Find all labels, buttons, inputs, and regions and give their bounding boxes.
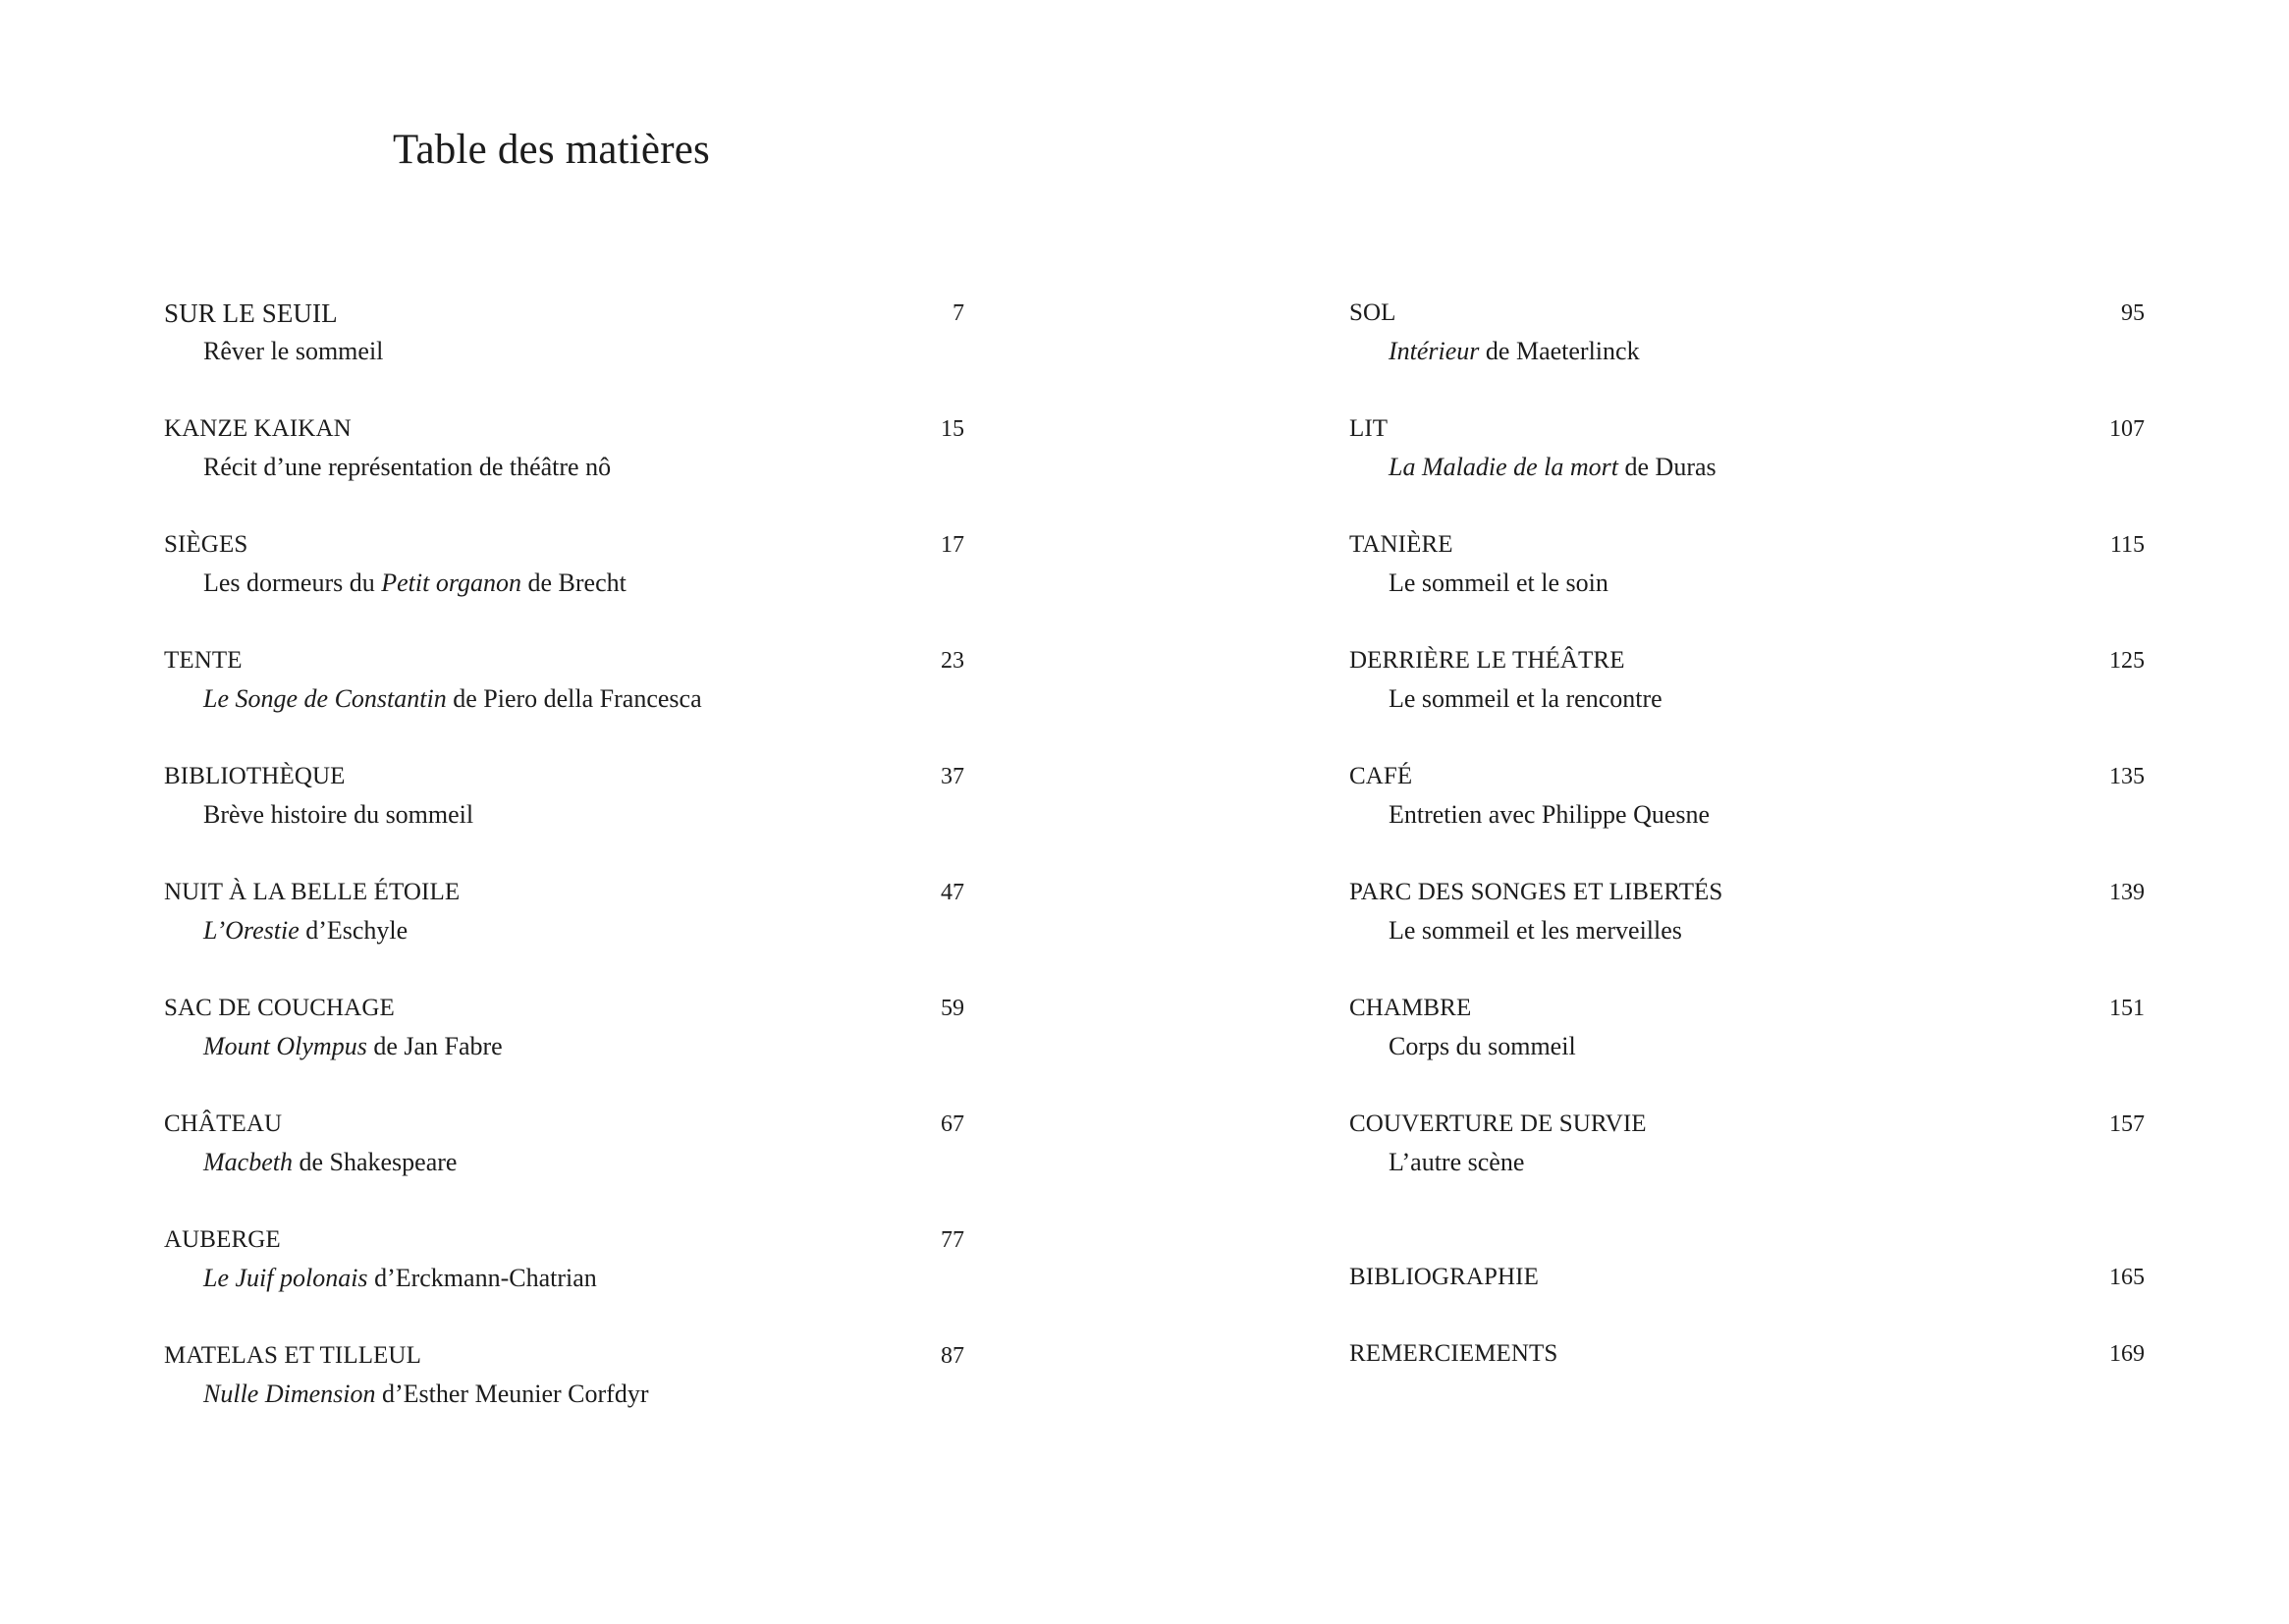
toc-entry — [164, 990, 964, 1106]
toc-entry — [164, 758, 964, 874]
work-title: Macbeth — [203, 1148, 293, 1176]
chapter-title: BIBLIOTHÈQUE — [164, 763, 346, 789]
toc-left-column — [164, 295, 964, 1453]
toc-right-column — [1349, 295, 2145, 1412]
chapter-title: LIT — [1349, 415, 1389, 442]
chapter-title: SUR LE SEUIL — [164, 298, 338, 328]
chapter-subtitle — [203, 448, 964, 487]
toc-entry — [1349, 990, 2145, 1106]
work-title: L’Orestie — [203, 916, 300, 945]
chapter-title: PARC DES SONGES ET LIBERTÉS — [1349, 879, 1723, 905]
toc-entry-header — [164, 1106, 964, 1143]
chapter-subtitle — [1389, 448, 2145, 487]
subtitle-text: Rêver le sommeil — [203, 337, 384, 365]
subtitle-text: Le sommeil et les merveilles — [1389, 916, 1682, 945]
page-number: 47 — [941, 880, 964, 905]
toc-entry — [164, 526, 964, 642]
page-number: 67 — [941, 1111, 964, 1137]
toc-entry-header — [1349, 526, 2145, 564]
chapter-subtitle — [203, 1375, 964, 1414]
toc-entry — [1349, 642, 2145, 758]
subtitle-text: L’autre scène — [1389, 1148, 1525, 1176]
toc-entry — [1349, 758, 2145, 874]
chapter-title: CHÂTEAU — [164, 1110, 283, 1137]
chapter-subtitle — [203, 911, 964, 950]
toc-entry-header — [1349, 1259, 2145, 1296]
toc-entry — [164, 874, 964, 990]
toc-entry-header — [1349, 410, 2145, 448]
chapter-subtitle — [203, 1143, 964, 1182]
page-number: 17 — [941, 532, 964, 558]
subtitle-text: Corps du sommeil — [1389, 1032, 1576, 1060]
subtitle-text: de Jan Fabre — [366, 1032, 503, 1060]
chapter-title: KANZE KAIKAN — [164, 415, 352, 442]
chapter-subtitle — [1389, 1143, 2145, 1182]
chapter-title: TENTE — [164, 647, 243, 674]
page-number: 23 — [941, 648, 964, 674]
chapter-subtitle — [203, 1027, 964, 1066]
work-title: Intérieur — [1389, 337, 1480, 365]
chapter-subtitle — [203, 332, 964, 371]
subtitle-text: de Piero della Francesca — [446, 684, 702, 713]
chapter-title: TANIÈRE — [1349, 531, 1453, 558]
toc-right-entries — [1349, 295, 2145, 1221]
chapter-title: MATELAS ET TILLEUL — [164, 1342, 421, 1369]
page-title: Table des matières — [393, 127, 710, 173]
chapter-title: DERRIÈRE LE THÉÂTRE — [1349, 647, 1625, 674]
work-title: Nulle Dimension — [203, 1380, 376, 1408]
page-number: 169 — [2109, 1341, 2145, 1367]
toc-entry-header — [164, 1337, 964, 1375]
chapter-subtitle — [203, 795, 964, 835]
toc-entry-header — [164, 990, 964, 1027]
toc-entry — [1349, 295, 2145, 410]
chapter-subtitle — [1389, 679, 2145, 719]
subtitle-text: Le sommeil et la rencontre — [1389, 684, 1662, 713]
page-number: 139 — [2109, 880, 2145, 905]
chapter-title: SIÈGES — [164, 531, 248, 558]
chapter-title: SOL — [1349, 299, 1396, 326]
chapter-title: BIBLIOGRAPHIE — [1349, 1264, 1539, 1290]
toc-entry — [1349, 1259, 2145, 1335]
page-number: 115 — [2109, 532, 2145, 558]
chapter-subtitle — [1389, 332, 2145, 371]
chapter-title: NUIT À LA BELLE ÉTOILE — [164, 879, 461, 905]
page-number: 151 — [2109, 996, 2145, 1021]
toc-entry-header — [1349, 1335, 2145, 1373]
work-title: Le Songe de Constantin — [203, 684, 447, 713]
page-number: 135 — [2109, 764, 2145, 789]
work-title: Petit organon — [381, 568, 521, 597]
page-number: 77 — [941, 1227, 964, 1253]
chapter-subtitle — [203, 564, 964, 603]
toc-entry-header — [164, 295, 964, 332]
subtitle-text: de Duras — [1618, 453, 1717, 481]
chapter-subtitle — [1389, 1027, 2145, 1066]
toc-entry-header — [1349, 642, 2145, 679]
toc-entry-header — [164, 874, 964, 911]
subtitle-text: Entretien avec Philippe Quesne — [1389, 800, 1711, 829]
toc-entry-header — [164, 410, 964, 448]
chapter-subtitle — [1389, 564, 2145, 603]
page-number: 37 — [941, 764, 964, 789]
toc-entry — [164, 295, 964, 410]
chapter-title: SAC DE COUCHAGE — [164, 995, 395, 1021]
page-number: 95 — [2121, 300, 2145, 326]
work-title: Le Juif polonais — [203, 1264, 368, 1292]
page-number: 59 — [941, 996, 964, 1021]
toc-entry — [1349, 410, 2145, 526]
toc-end-matter — [1349, 1259, 2145, 1412]
subtitle-text: Le sommeil et le soin — [1389, 568, 1608, 597]
subtitle-text: de Brecht — [521, 568, 627, 597]
chapter-title: COUVERTURE DE SURVIE — [1349, 1110, 1647, 1137]
toc-entry — [164, 1221, 964, 1337]
chapter-title: REMERCIEMENTS — [1349, 1340, 1558, 1367]
toc-entry — [1349, 526, 2145, 642]
page-number: 7 — [953, 300, 964, 326]
toc-entry-header — [164, 526, 964, 564]
toc-entry-header — [1349, 874, 2145, 911]
toc-entry-header — [164, 758, 964, 795]
toc-entry-header — [164, 642, 964, 679]
toc-entry — [164, 1106, 964, 1221]
page-number: 15 — [941, 416, 964, 442]
page-number: 157 — [2109, 1111, 2145, 1137]
toc-entry-header — [1349, 990, 2145, 1027]
chapter-title: CAFÉ — [1349, 763, 1413, 789]
work-title: Mount Olympus — [203, 1032, 367, 1060]
subtitle-text: Les dormeurs du — [203, 568, 382, 597]
toc-entry — [1349, 1106, 2145, 1221]
chapter-subtitle — [203, 679, 964, 719]
chapter-subtitle — [1389, 795, 2145, 835]
toc-entry-header — [1349, 1106, 2145, 1143]
toc-entry-header — [1349, 295, 2145, 332]
toc-entry — [164, 410, 964, 526]
subtitle-text: d’Esther Meunier Corfdyr — [375, 1380, 649, 1408]
page-number: 165 — [2109, 1265, 2145, 1290]
toc-entry — [164, 642, 964, 758]
subtitle-text: d’Erckmann-Chatrian — [367, 1264, 597, 1292]
work-title: La Maladie de la mort — [1389, 453, 1618, 481]
chapter-subtitle — [1389, 911, 2145, 950]
toc-entry — [164, 1337, 964, 1453]
page-number: 125 — [2109, 648, 2145, 674]
subtitle-text: Récit d’une représentation de théâtre nô — [203, 453, 612, 481]
toc-entry — [1349, 874, 2145, 990]
subtitle-text: de Maeterlinck — [1479, 337, 1640, 365]
toc-entry-header — [164, 1221, 964, 1259]
chapter-title: CHAMBRE — [1349, 995, 1472, 1021]
subtitle-text: Brève histoire du sommeil — [203, 800, 474, 829]
toc-entry — [1349, 1335, 2145, 1412]
subtitle-text: de Shakespeare — [292, 1148, 458, 1176]
end-matter-spacer — [1349, 1221, 2145, 1259]
chapter-title: AUBERGE — [164, 1226, 281, 1253]
subtitle-text: d’Eschyle — [299, 916, 409, 945]
page-number: 87 — [941, 1343, 964, 1369]
chapter-subtitle — [203, 1259, 964, 1298]
page-number: 107 — [2109, 416, 2145, 442]
toc-entry-header — [1349, 758, 2145, 795]
